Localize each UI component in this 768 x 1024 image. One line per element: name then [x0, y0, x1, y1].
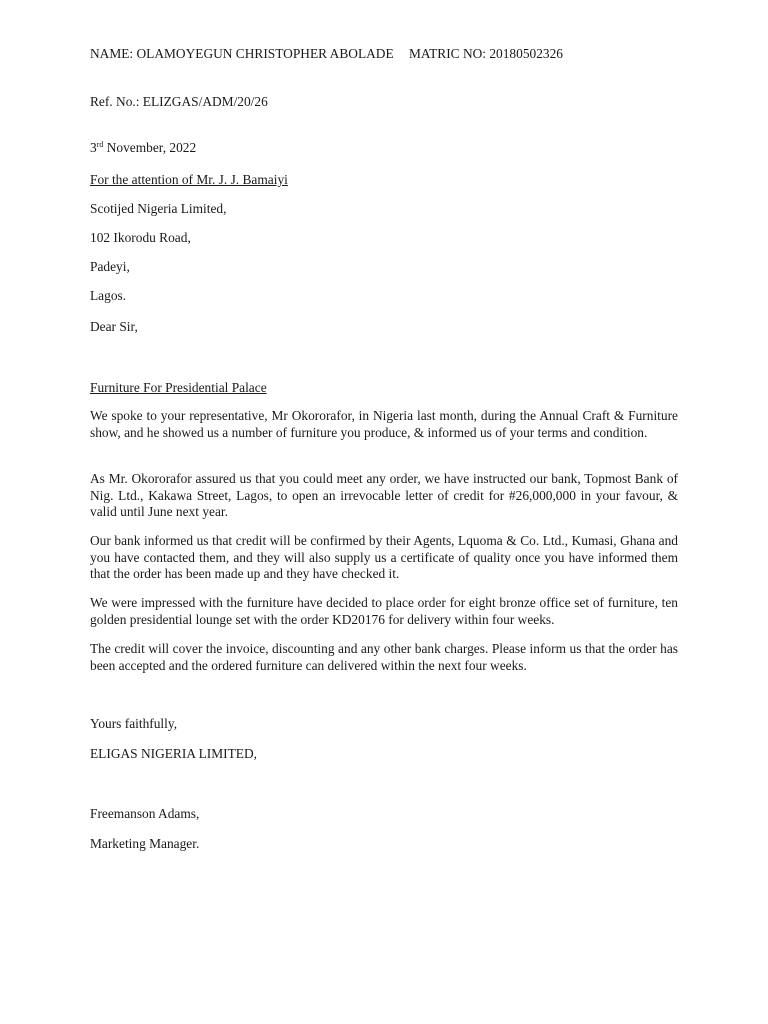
address-line-3: Padeyi, [90, 259, 130, 274]
date-suffix: rd [96, 140, 104, 149]
attention-line: For the attention of Mr. J. J. Bamaiyi [90, 172, 288, 187]
body-paragraph-5: The credit will cover the invoice, discounting and any other bank charges. Please inform us that the order has been accepted and the ordered furniture can delivered within the next four weeks. [90, 641, 678, 673]
date-day: 3 [90, 140, 97, 155]
body-paragraph-4: We were impressed with the furniture have decided to place order for eight bronze office set of furniture, ten golden presidential lounge set with the order KD20176 for delivery within four weeks. [90, 595, 678, 627]
signatory-title: Marketing Manager. [90, 836, 200, 851]
reference-number: Ref. No.: ELIZGAS/ADM/20/26 [90, 94, 268, 109]
body-paragraph-2: As Mr. Okororafor assured us that you could meet any order, we have instructed our bank, Topmost Bank of Nig. Ltd., Kakawa Street, Lagos, to open an irrevocable letter of credit for #26,000,000 in your favour, & valid until June next year. [90, 471, 678, 519]
address-line-1: Scotijed Nigeria Limited, [90, 201, 227, 216]
date-rest: November, 2022 [103, 140, 197, 155]
body-paragraph-3: Our bank informed us that credit will be confirmed by their Agents, Lquoma & Co. Ltd., Kumasi, Ghana and you have contacted them, and they will also supply us a certificate of quality once you have informed them that the order has been made up and they have checked it. [90, 533, 678, 581]
letter-date [90, 140, 196, 156]
salutation: Dear Sir, [90, 319, 138, 334]
letter-subject: Furniture For Presidential Palace [90, 380, 267, 395]
address-line-2: 102 Ikorodu Road, [90, 230, 191, 245]
address-line-4: Lagos. [90, 288, 127, 303]
matric-number: MATRIC NO: 20180502326 [409, 46, 563, 61]
signatory-name: Freemanson Adams, [90, 806, 200, 821]
closing: Yours faithfully, [90, 716, 178, 731]
body-paragraph-1: We spoke to your representative, Mr Okororafor, in Nigeria last month, during the Annual Craft & Furniture show, and he showed us a number of furniture you produce, & informed us of your terms and condition. [90, 408, 678, 440]
company-name: ELIGAS NIGERIA LIMITED, [90, 746, 257, 761]
student-name: NAME: OLAMOYEGUN CHRISTOPHER ABOLADE [90, 46, 394, 61]
